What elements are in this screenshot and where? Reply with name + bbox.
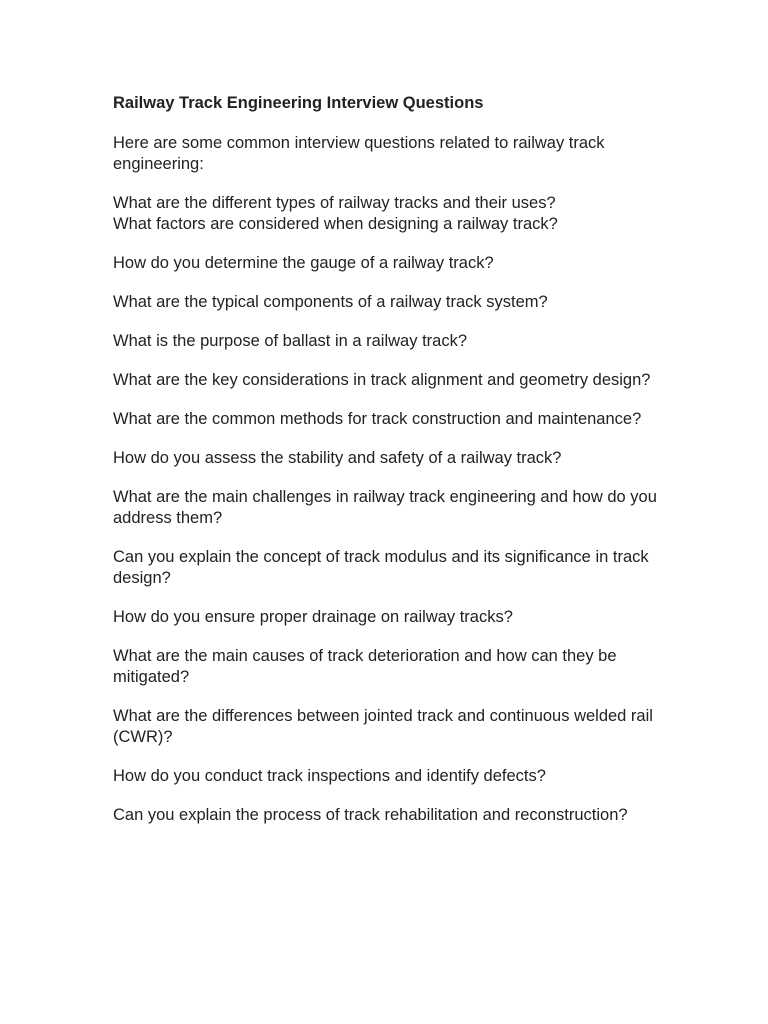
question-item: What are the typical components of a railway track system? <box>113 293 548 311</box>
question-item: What are the different types of railway tracks and their uses? <box>113 194 556 212</box>
question-item: How do you conduct track inspections and identify defects? <box>113 767 546 785</box>
question-item: What are the key considerations in track alignment and geometry design? <box>113 371 651 389</box>
question-item: What is the purpose of ballast in a railway track? <box>113 332 468 350</box>
question-item: What are the differences between jointed track and continuous welded rail (CWR)? <box>113 707 653 746</box>
question-item: How do you assess the stability and safety of a railway track? <box>113 449 562 467</box>
question-item: Can you explain the concept of track modulus and its significance in track design? <box>113 548 649 587</box>
intro-paragraph: Here are some common interview questions related to railway track engineering: <box>113 134 605 173</box>
question-item: What are the main causes of track deterioration and how can they be mitigated? <box>113 647 617 686</box>
question-item: Can you explain the process of track rehabilitation and reconstruction? <box>113 806 628 824</box>
page-title: Railway Track Engineering Interview Questions <box>113 94 484 112</box>
question-item: How do you determine the gauge of a railway track? <box>113 254 494 272</box>
question-item: What are the main challenges in railway track engineering and how do you address them? <box>113 488 657 527</box>
question-item: What are the common methods for track construction and maintenance? <box>113 410 642 428</box>
document-page <box>113 93 658 844</box>
question-item: What factors are considered when designing a railway track? <box>113 215 558 233</box>
question-item: How do you ensure proper drainage on railway tracks? <box>113 608 513 626</box>
